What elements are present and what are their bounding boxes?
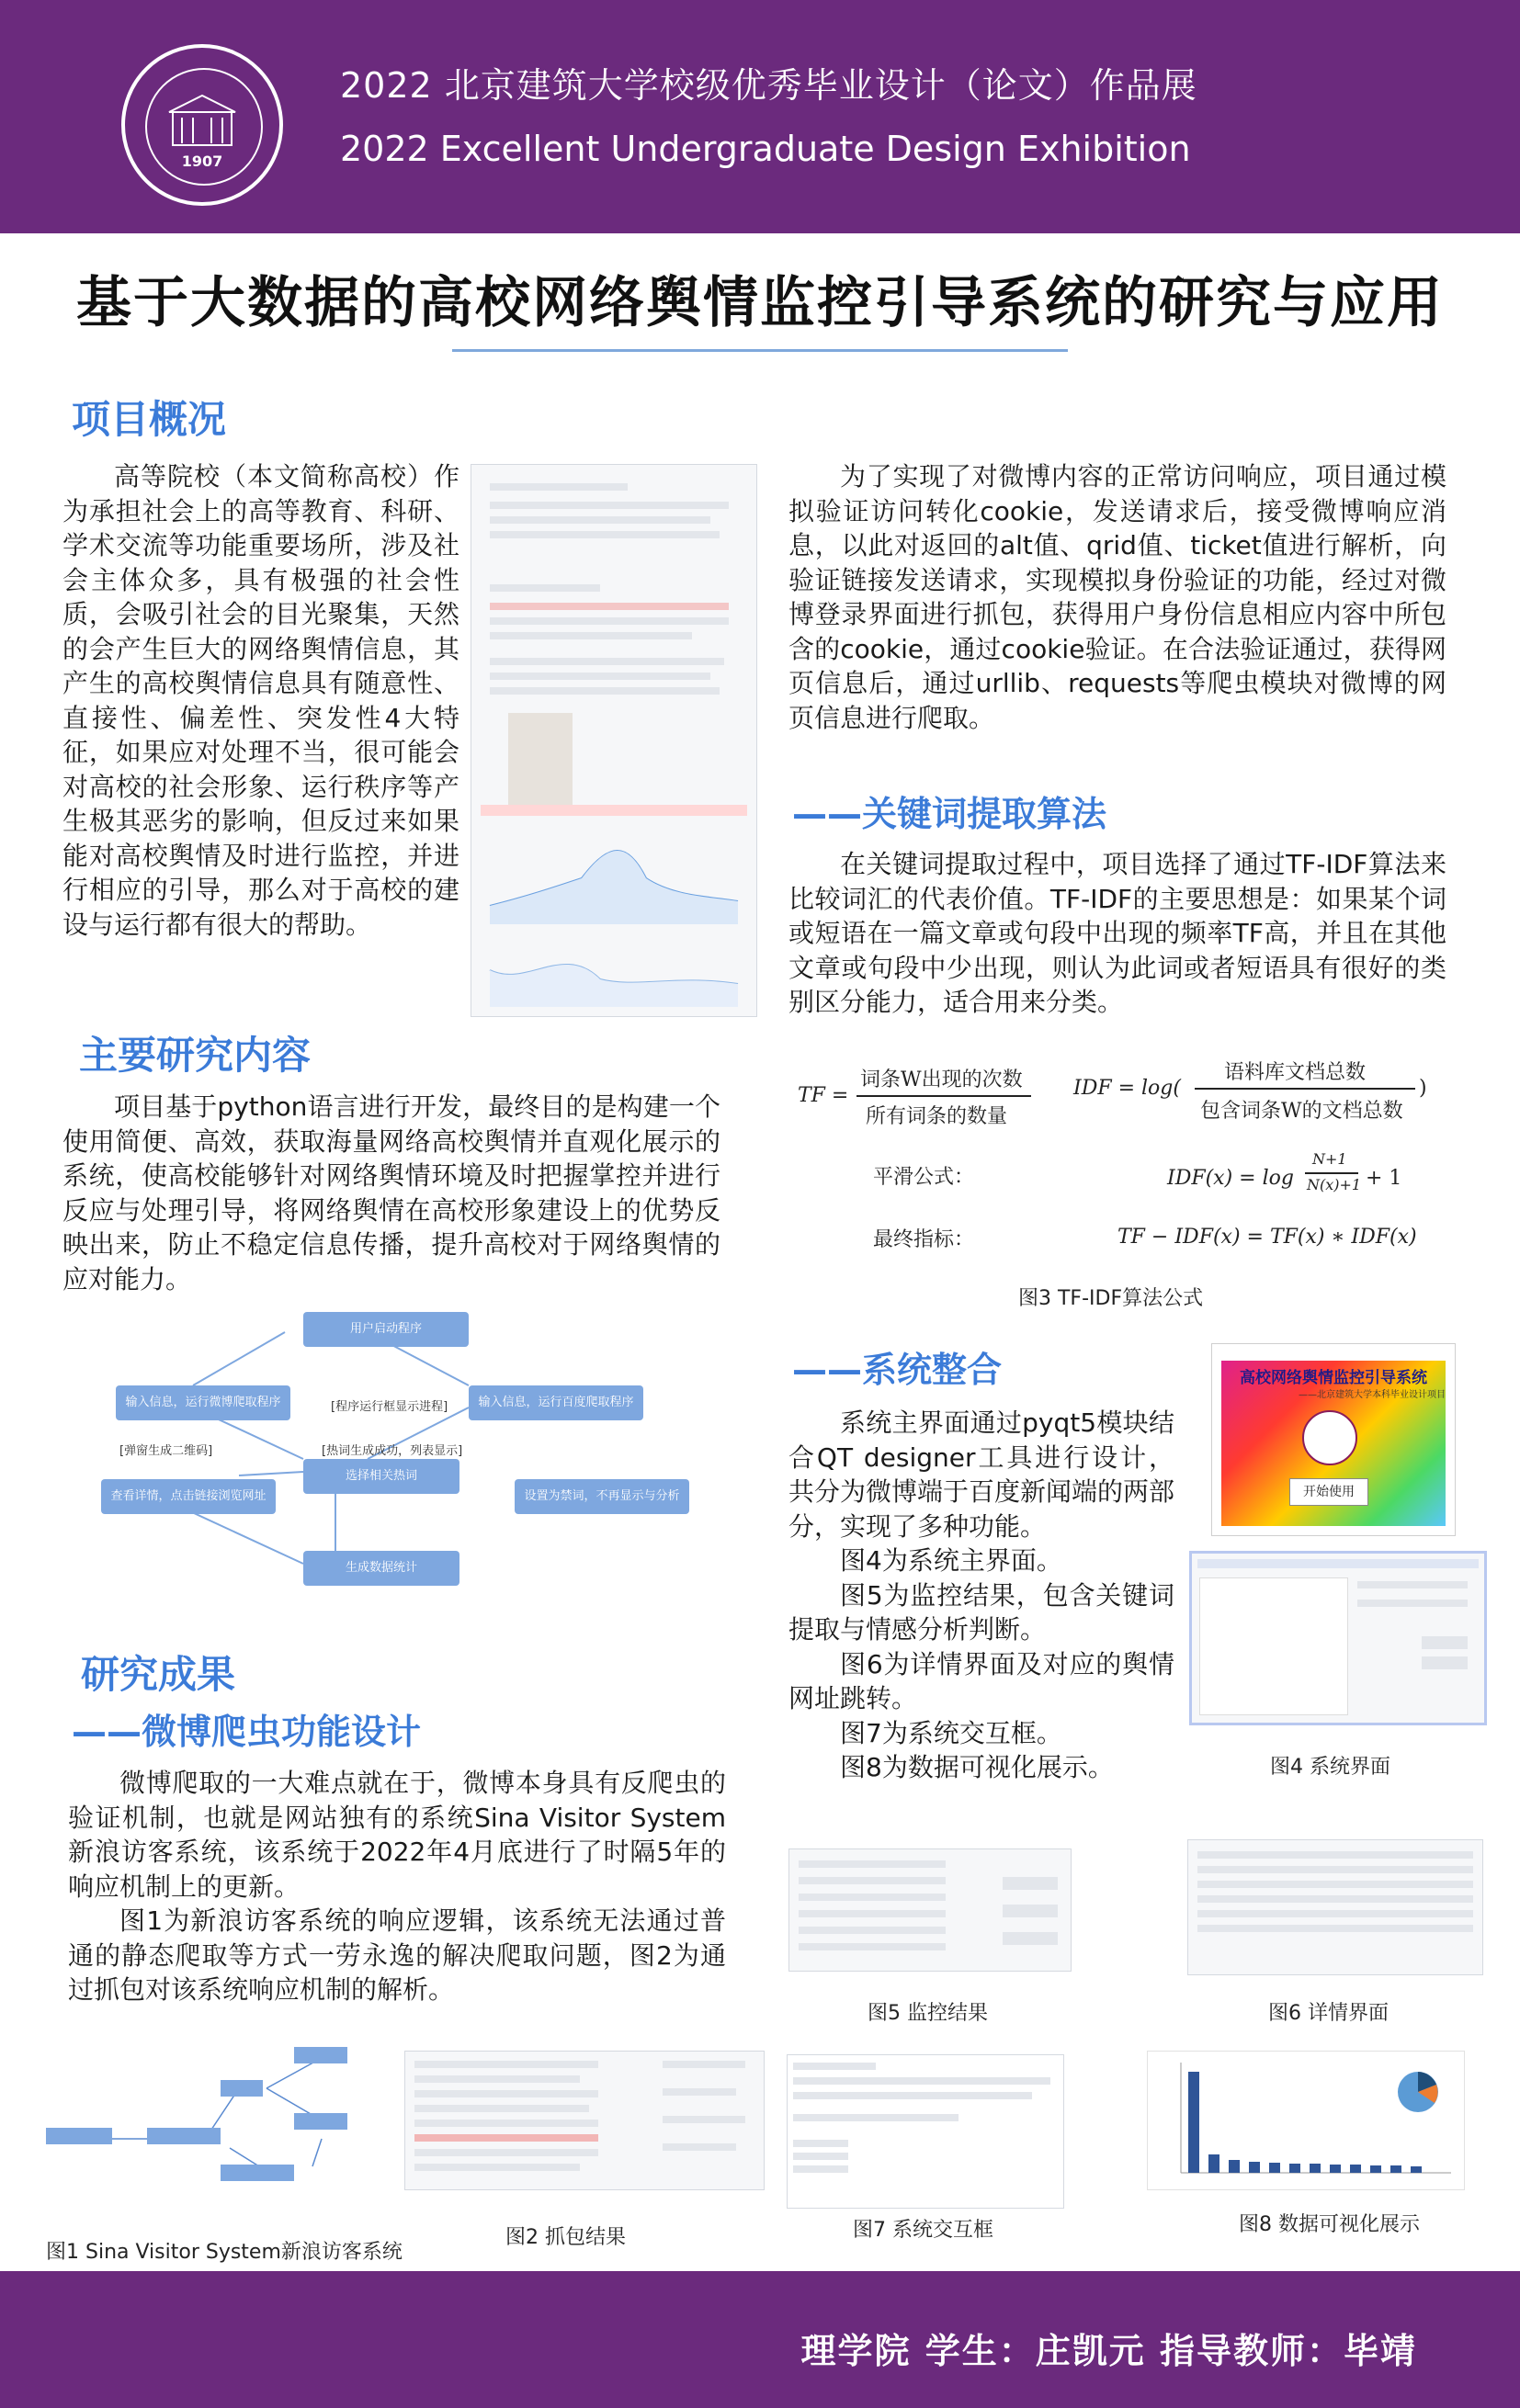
weibo-screenshot bbox=[471, 464, 757, 1017]
idf-label: IDF = log( bbox=[1073, 1077, 1181, 1100]
smooth-numerator: N+1 bbox=[1312, 1150, 1347, 1168]
keyword-text: 在关键词提取过程中，项目选择了通过TF-IDF算法来比较词汇的代表价值。TF-IDF的主要思想是：如果某个词或短语在一篇文章或句段中出现的频率TF高，并且在其他文章或句段中少出现，则认为此词或者短语具有很好的类别区分能力，适合用来分类。 bbox=[788, 849, 1446, 1017]
app-start-button[interactable]: 开始使用 bbox=[1289, 1478, 1368, 1506]
trend-chart-icon bbox=[471, 805, 756, 1016]
integration-item-1: 图4为系统主界面。 bbox=[840, 1545, 1062, 1576]
fig5-caption: 图5 监控结果 bbox=[868, 2002, 988, 2025]
fig2-caption: 图2 抓包结果 bbox=[505, 2226, 626, 2249]
tf-denominator: 所有词条的数量 bbox=[866, 1105, 1008, 1128]
idf-denominator: 包含词条W的文档总数 bbox=[1200, 1100, 1403, 1123]
integration-item-3: 图6为详情界面及对应的舆情网址跳转。 bbox=[788, 1648, 1174, 1713]
integration-heading: ——系统整合 bbox=[792, 1350, 1003, 1390]
flow-hotword-note: [热词生成成功，列表显示] bbox=[322, 1444, 463, 1458]
flow-gen-stats: 生成数据统计 bbox=[303, 1551, 459, 1586]
building-icon bbox=[125, 48, 279, 202]
flowchart bbox=[101, 1305, 689, 1599]
smooth-formula: IDF(x) = log bbox=[1167, 1167, 1294, 1190]
overview-heading: 项目概况 bbox=[72, 397, 227, 442]
integration-list bbox=[788, 1543, 1174, 1785]
results-heading: 研究成果 bbox=[81, 1652, 236, 1697]
flow-qr-note: [弹窗生成二维码] bbox=[119, 1444, 213, 1458]
idf-close: ) bbox=[1419, 1077, 1427, 1100]
smooth-label: 平滑公式： bbox=[873, 1166, 975, 1189]
tf-numerator: 词条W出现的次数 bbox=[860, 1068, 1023, 1091]
smooth-tail: + 1 bbox=[1366, 1167, 1402, 1190]
tf-label: TF = bbox=[798, 1084, 849, 1107]
flow-view-detail: 查看详情，点击链接浏览网址 bbox=[101, 1479, 276, 1514]
fig3-caption: 图3 TF-IDF算法公式 bbox=[1018, 1287, 1204, 1310]
integration-item-4: 图7为系统交互框。 bbox=[840, 1717, 1062, 1748]
header-title-en: 2022 Excellent Undergraduate Design Exhibition bbox=[340, 129, 1191, 169]
header-title-cn: 2022 北京建筑大学校级优秀毕业设计（论文）作品展 bbox=[340, 65, 1197, 106]
page-title: 基于大数据的高校网络舆情监控引导系统的研究与应用 bbox=[76, 271, 1444, 335]
flow-select-hotword: 选择相关热词 bbox=[303, 1459, 459, 1494]
research-heading: 主要研究内容 bbox=[79, 1033, 312, 1078]
research-text: 项目基于python语言进行开发，最终目的是构建一个使用简便、高效，获取海量网络高校舆情并直观化展示的系统，使高校能够针对网络舆情环境及时把握掌控并进行反应与处理引导，将网络舆情在高校形象建设上的优势反映出来，防止不稳定信息传播，提升高校对于网络舆情的应对能力。 bbox=[62, 1091, 720, 1294]
idf-numerator: 语料库文档总数 bbox=[1224, 1061, 1367, 1084]
app-logo-icon bbox=[1302, 1410, 1357, 1465]
title-divider bbox=[452, 349, 1068, 352]
fig1-diagram bbox=[46, 2047, 395, 2203]
fig5-monitor-result bbox=[788, 1848, 1072, 1972]
overview-text: 高等院校（本文简称高校）作为承担社会上的高等教育、科研、学术交流等功能重要场所，涉及社会主体众多，具有极强的社会性质，会吸引社会的目光聚集，天然的会产生巨大的网络舆情信息，其产生的高校舆情信息具有随意性、直接性、偏差性、突发性4大特征，如果应对处理不当，很可能会对高校的社会形象、运行秩序等产生极其恶劣的影响，但反过来如果能对高校舆情及时进行监控，并进行相应的引导，那么对于高校的建设与运行都有很大的帮助。 bbox=[62, 461, 459, 940]
fig6-caption: 图6 详情界面 bbox=[1268, 2002, 1389, 2025]
app-subtitle: ——北京建筑大学本科毕业设计项目 bbox=[1299, 1390, 1446, 1400]
logo-year: 1907 bbox=[181, 153, 223, 170]
app-title: 高校网络舆情监控引导系统 bbox=[1240, 1369, 1427, 1387]
smooth-denominator: N(x)+1 bbox=[1307, 1176, 1362, 1193]
integration-item-5: 图8为数据可视化展示。 bbox=[840, 1752, 1114, 1782]
footer-credits: 理学院 学生：庄凯元 指导教师：毕靖 bbox=[800, 2331, 1417, 2371]
fig8-chart bbox=[1147, 2051, 1465, 2190]
fig4-main-interface bbox=[1189, 1551, 1487, 1725]
university-logo bbox=[121, 44, 283, 206]
fig1-caption: 图1 Sina Visitor System新浪访客系统 bbox=[46, 2241, 403, 2264]
fig8-caption: 图8 数据可视化展示 bbox=[1239, 2213, 1420, 2236]
visit-text: 为了实现了对微博内容的正常访问响应，项目通过模拟验证访问转化cookie，发送请求后，接受微博响应消息，以此对返回的alt值、qrid值、ticket值进行解析，向验证链接发送请求，实现模拟身份验证的功能，经过对微博登录界面进行抓包，获得用户身份信息相应内容中所包含的cookie，通过cookie验证。在合法验证通过，获得网页信息后，通过urllib、requests等爬虫模块对微博的网页信息进行爬取。 bbox=[788, 461, 1446, 733]
fig6-detail-view bbox=[1187, 1839, 1483, 1975]
fig4-app-window bbox=[1211, 1343, 1456, 1536]
integration-item-2: 图5为监控结果，包含关键词提取与情感分析判断。 bbox=[788, 1579, 1174, 1645]
fig2-capture bbox=[404, 2051, 765, 2190]
spider-text-2: 图1为新浪访客系统的响应逻辑，该系统无法通过普通的静态爬取等方式一劳永逸的解决爬取问题，图2为通过抓包对该系统响应机制的解析。 bbox=[68, 1905, 726, 2005]
flow-weibo-input: 输入信息，运行微博爬取程序 bbox=[116, 1385, 290, 1420]
final-formula: TF − IDF(x) = TF(x) ∗ IDF(x) bbox=[1117, 1226, 1417, 1249]
spider-heading: ——微博爬虫功能设计 bbox=[72, 1712, 422, 1752]
fig4-caption: 图4 系统界面 bbox=[1270, 1756, 1390, 1779]
flow-start: 用户启动程序 bbox=[303, 1312, 469, 1347]
final-label: 最终指标： bbox=[873, 1228, 975, 1251]
spider-text-1: 微博爬取的一大难点就在于，微博本身具有反爬虫的验证机制，也就是网站独有的系统Sina Visitor System新浪访客系统，该系统于2022年4月底进行了时隔5年的响应机制上的更新。 bbox=[68, 1768, 726, 1902]
fig7-caption: 图7 系统交互框 bbox=[853, 2219, 993, 2242]
keyword-heading: ——关键词提取算法 bbox=[792, 794, 1107, 834]
flow-set-stopword: 设置为禁词，不再显示与分析 bbox=[515, 1479, 689, 1514]
fig7-dialog bbox=[787, 2054, 1064, 2209]
integration-text: 系统主界面通过pyqt5模块结合QT designer工具进行设计，共分为微博端于百度新闻端的两部分，实现了多种功能。 bbox=[788, 1407, 1175, 1542]
flow-baidu-input: 输入信息，运行百度爬取程序 bbox=[469, 1385, 643, 1420]
flow-process-note: [程序运行框显示进程] bbox=[331, 1400, 448, 1414]
tfidf-formula bbox=[790, 1047, 1452, 1286]
